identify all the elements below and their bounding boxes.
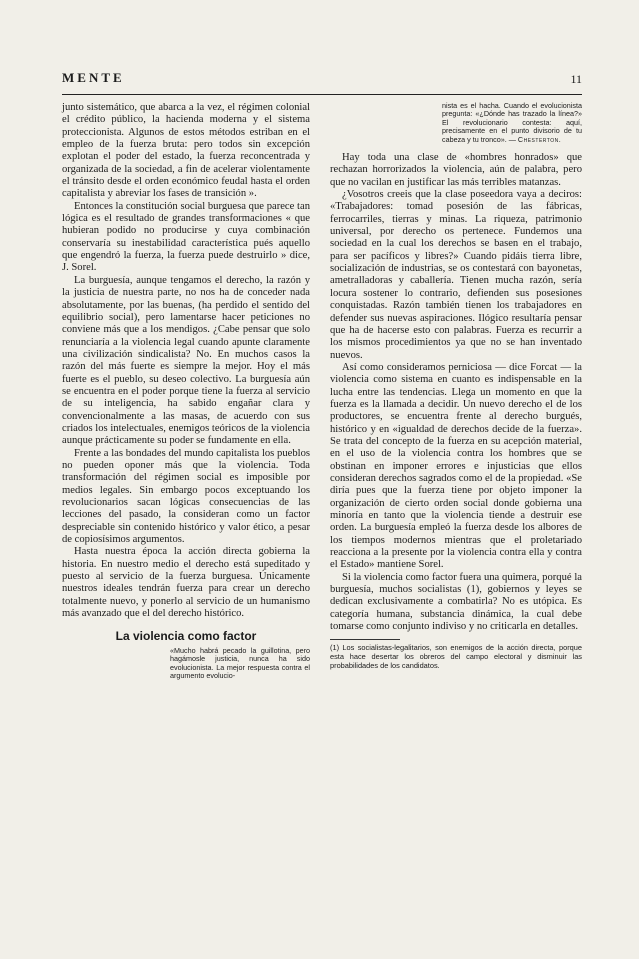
paragraph: ¿Vosotros creeis que la clase poseedora vaya a deciros: «Trabajadores: tomad posesión de las fábricas, ferrocarriles, tierras y minas. La riqueza, patrimonio universal, por derecho os pertenece. Fundemos una sociedad en la cual los derechos se basen en el trabajo, para ser pacíficos y libres?» Cuando pidáis tierra libre, socialización de industrias, se os contestará con bayonetas, ametralladoras y caballería. Tienen mucha razón, sería locura sostener lo contrario, defienden sus posesiones conquistadas. Razón también tienen los trabajadores en defender sus nuevas aspiraciones. Ilógico resultaría pensar que ha de hacerse esto con palabras. Fuerza es recurrir a los mismos procedimientos ya que no se han inventado nuevos. bbox=[330, 189, 582, 361]
section-heading: La violencia como factor bbox=[115, 629, 257, 644]
paragraph: Entonces la constitución social burguesa que parece tan lógica es el resultado de grandes transformaciones « que hubieran podido no producirse y cuya combinación conservaría su inestabilidad característica pués aquello que engendró la fuerza, la fuerza puede destruirlo » dice, J. Sorel. bbox=[62, 200, 310, 274]
footnote: (1) Los socialistas-legalitarios, son enemigos de la acción directa, porque esta hace desertar los obreros del campo electoral y disminuir las probabilidades de los candidatos. bbox=[330, 643, 582, 670]
paragraph: La burguesía, aunque tengamos el derecho, la razón y la justicia de nuestra parte, no nos ha de conceder nada absolutamente, por las buenas, (ha perdido el sentido del equilibrio social), pero lamentarse hacer peticiones no conviene más que a los mendigos. ¿Cabe pensar que solo renunciaría a la violencia legal cuando apunte claramente una civilización sindicalista? No. En muchos casos la razón del más fuerte es siempre la mejor. Hoy el más fuerte es el pueblo, su deseo colectivo. La burguesía aún se encuentra en el poder porque tiene la fuerza al servicio de su inteligencia, ha sabido engañar clara y convencionalmente a las masas, de acuerdo con sus criados los intelectuales, enemigos teóricos de la violencia aunque prácticamente su poder se fundamente en ella. bbox=[62, 274, 310, 447]
epigraph-text: nista es el hacha. Cuando el evolucionista pregunta: «¿Dónde has trazado la línea?» El revolucionario contesta: aquí, precisamente en el punto divisorio de tu cabeza y tu tronco». — bbox=[442, 101, 582, 144]
right-column bbox=[330, 102, 582, 670]
paragraph: Si la violencia como factor fuera una quimera, porqué la burguesía, muchos socialistas (1), gobiernos y leyes se dedican exclusivamente a combatirla? No es utópica. Es categoría humana, substancia dinámica, la cual debe tomarse como conjunto indiviso y no criticarla en detalles. bbox=[330, 571, 582, 633]
running-title: MENTE bbox=[62, 70, 125, 85]
epigraph-continuation bbox=[442, 102, 582, 144]
paragraph: Hay toda una clase de «hombres honrados» que rechazan horrorizados la violencia, aún de palabra, pero que no vacilan en justificar las más terribles matanzas. bbox=[330, 152, 582, 188]
paragraph: Frente a las bondades del mundo capitalista los pueblos no pueden oponer más que la violencia. Toda transformación del régimen social es imposible por medios legales. Sin embargo pocos exceptuando los revolucionarios sacan lógicas consecuencias de las lecciones del pasado, la consideran como un factor despreciable sin contenido histórico y valor ético, a pesar de copiosísimos argumentos. bbox=[62, 447, 310, 546]
left-column bbox=[62, 102, 310, 680]
footnote-rule bbox=[330, 639, 400, 640]
page-header bbox=[62, 70, 582, 92]
paragraph: Así como consideramos perniciosa — dice Forcat — la violencia como sistema en cuanto es indispensable en la lucha entre las tendencias. Llega un momento en que la fuerza es la llamada a decidir. Un nuevo derecho el de los productores, se encuentra frente al derecho burgués, histórico y en «igualdad de derechos decide de la fuerza». Se trata del concepto de la fuerza en su acepción material, en el uso de la violencia contra los hombres que se obstinan en imponer errores e injusticias que ellos consideran derechos sagrados como el de la propiedad. «Se diría pues que la fuerza tiene por objeto imponer la organización de cierto orden social donde gobierna una minoría en tanto que la violencia tiende a destruir ese orden. La burguesía empleó la fuerza desde los albores de los tiempos modernos mientras que el proletariado reacciona a la presente por la violencia contra ella y contra el Estado» mantiene Sorel. bbox=[330, 361, 582, 571]
paragraph: junto sistemático, que abarca a la vez, el régimen colonial el crédito público, la hacienda moderna y el sistema proteccionista. Algunos de estos métodos estriban en el empleo de la fuerza bruta: pero todos sin excepción explotan el poder del estado, la fuerza reconcentrada y organizada de la sociedad, a fin de acelerar violentamente el tránsito desde el orden económico feudal hasta el orden capitalista y abreviar los fases de transición ». bbox=[62, 102, 310, 200]
paragraph: Hasta nuestra época la acción directa gobierna la historia. En nuestro medio el derecho está supeditado y puesto al servicio de la fuerza burguesa. Únicamente nuestros ideales tendrán fuerza para crear un derecho totalmente nuevo, y ponerlo al servicio de un humanismo más avanzado que el del derecho histórico. bbox=[62, 546, 310, 620]
epigraph: «Mucho habrá pecado la guillotina, pero hagámosle justicia, nunca ha sido evolucionista. La mejor respuesta contra el argumento evolucio- bbox=[170, 645, 310, 680]
header-rule bbox=[62, 94, 582, 95]
epigraph-author: Chesterton. bbox=[517, 134, 562, 144]
page-number: 11 bbox=[570, 72, 582, 86]
